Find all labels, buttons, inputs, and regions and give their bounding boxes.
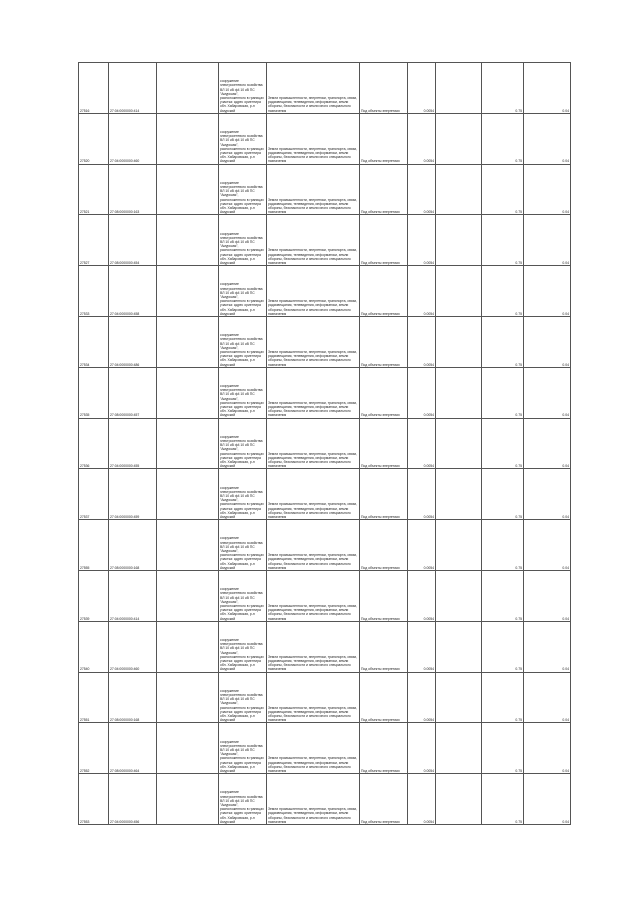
rate-text: 0.75 bbox=[515, 311, 522, 316]
area-text: 0.0054 bbox=[423, 413, 434, 418]
cadastral-number-cell bbox=[109, 418, 157, 469]
cadastral-number-text: 27:08:0000000:457 bbox=[110, 413, 140, 418]
sum-text: 0.04 bbox=[562, 514, 569, 519]
empty-cell bbox=[157, 367, 219, 418]
object-description-cell bbox=[219, 215, 267, 266]
cadastral-number-cell bbox=[109, 570, 157, 621]
empty-cell bbox=[157, 418, 219, 469]
area-cell bbox=[408, 520, 436, 571]
permitted-use-text: Под объекты энергетики bbox=[361, 514, 400, 519]
area-cell bbox=[408, 367, 436, 418]
empty-cell bbox=[436, 63, 482, 114]
rate-cell bbox=[482, 164, 524, 215]
land-category-text: Земли промышленности, энергетики, транспорта, связи, радиовещания, телевидения, информатики, земли обороны, безопасности и земли иного специального назначения bbox=[268, 705, 358, 723]
table-row bbox=[79, 570, 571, 621]
empty-cell bbox=[157, 520, 219, 571]
empty-cell bbox=[436, 570, 482, 621]
sum-cell bbox=[524, 164, 571, 215]
rate-text: 0.75 bbox=[515, 362, 522, 367]
rate-text: 0.75 bbox=[515, 464, 522, 469]
land-category-text: Земли промышленности, энергетики, транспорта, связи, радиовещания, телевидения, информатики, земли обороны, безопасности и земли иного специального назначения bbox=[268, 146, 358, 164]
area-cell bbox=[408, 723, 436, 774]
sum-cell bbox=[524, 520, 571, 571]
sum-cell bbox=[524, 266, 571, 317]
sum-cell bbox=[524, 63, 571, 114]
cadastral-number-cell bbox=[109, 723, 157, 774]
area-cell bbox=[408, 621, 436, 672]
empty-cell bbox=[436, 621, 482, 672]
permitted-use-text: Под объекты энергетики bbox=[361, 362, 400, 367]
area-text: 0.0054 bbox=[423, 311, 434, 316]
cadastral-number-cell bbox=[109, 63, 157, 114]
cadastral-number-text: 27:04:0000000:460 bbox=[110, 159, 140, 164]
permitted-use-text: Под объекты энергетики bbox=[361, 210, 400, 215]
table-row bbox=[79, 367, 571, 418]
table-row bbox=[79, 113, 571, 164]
rate-cell bbox=[482, 672, 524, 723]
permitted-use-cell bbox=[360, 621, 408, 672]
table-row bbox=[79, 316, 571, 367]
object-description-text: сооружение электросетевого хозяйства ВЛ 10 кВ ф4 10 кВ ПС "Амурская", расположенного в границах участка: адрес ориентира обл. Хабаровская, р-н Амурский bbox=[220, 790, 264, 824]
land-category-cell bbox=[267, 520, 360, 571]
rate-text: 0.75 bbox=[515, 108, 522, 113]
object-description-cell bbox=[219, 621, 267, 672]
sum-cell bbox=[524, 621, 571, 672]
rate-cell bbox=[482, 215, 524, 266]
rate-text: 0.75 bbox=[515, 260, 522, 265]
empty-cell bbox=[157, 63, 219, 114]
sum-text: 0.04 bbox=[562, 311, 569, 316]
land-category-cell bbox=[267, 570, 360, 621]
permitted-use-cell bbox=[360, 520, 408, 571]
land-category-cell bbox=[267, 113, 360, 164]
rate-text: 0.75 bbox=[515, 210, 522, 215]
cadastral-number-text: 27:08:0000000:168 bbox=[110, 718, 140, 723]
rate-cell bbox=[482, 520, 524, 571]
row-index-text: 27534 bbox=[80, 362, 90, 367]
area-cell bbox=[408, 63, 436, 114]
cadastral-number-text: 27:04:0000000:456 bbox=[110, 819, 140, 824]
sum-text: 0.04 bbox=[562, 464, 569, 469]
permitted-use-cell bbox=[360, 469, 408, 520]
cadastral-number-text: 27:04:0000000:486 bbox=[110, 362, 140, 367]
permitted-use-cell bbox=[360, 266, 408, 317]
cadastral-number-text: 27:04:0000000:458 bbox=[110, 311, 140, 316]
permitted-use-cell bbox=[360, 672, 408, 723]
land-category-text: Земли промышленности, энергетики, транспорта, связи, радиовещания, телевидения, информатики, земли обороны, безопасности и земли иного специального назначения bbox=[268, 299, 358, 316]
sum-text: 0.04 bbox=[562, 667, 569, 672]
permitted-use-text: Под объекты энергетики bbox=[361, 616, 400, 621]
land-category-text: Земли промышленности, энергетики, транспорта, связи, радиовещания, телевидения, информатики, земли обороны, безопасности и земли иного специального назначения bbox=[268, 807, 358, 824]
permitted-use-cell bbox=[360, 418, 408, 469]
rate-cell bbox=[482, 63, 524, 114]
area-text: 0.0054 bbox=[423, 514, 434, 519]
permitted-use-text: Под объекты энергетики bbox=[361, 718, 400, 723]
permitted-use-text: Под объекты энергетики bbox=[361, 819, 400, 824]
rate-text: 0.75 bbox=[515, 159, 522, 164]
sum-text: 0.04 bbox=[562, 362, 569, 367]
area-text: 0.0054 bbox=[423, 464, 434, 469]
cadastral-number-cell bbox=[109, 215, 157, 266]
object-description-text: сооружение электросетевого хозяйства ВЛ 10 кВ ф4 10 кВ ПС "Амурская", расположенного в границах участка: адрес ориентира обл. Хабаровская, р-н Амурский bbox=[220, 739, 264, 773]
empty-cell bbox=[157, 723, 219, 774]
land-register-table bbox=[78, 62, 571, 825]
cadastral-number-text: 27:08:0000000:168 bbox=[110, 565, 140, 570]
table-row bbox=[79, 469, 571, 520]
permitted-use-text: Под объекты энергетики bbox=[361, 413, 400, 418]
permitted-use-text: Под объекты энергетики bbox=[361, 260, 400, 265]
rate-cell bbox=[482, 367, 524, 418]
area-text: 0.0054 bbox=[423, 362, 434, 367]
sum-cell bbox=[524, 774, 571, 825]
land-category-cell bbox=[267, 316, 360, 367]
object-description-text: сооружение электросетевого хозяйства ВЛ 10 кВ ф4 10 кВ ПС "Амурская", расположенного в границах участка: адрес ориентира обл. Хабаровская, р-н Амурский bbox=[220, 688, 264, 723]
row-index-text: 27555 bbox=[80, 565, 90, 570]
row-index-cell bbox=[79, 672, 109, 723]
land-category-text: Земли промышленности, энергетики, транспорта, связи, радиовещания, телевидения, информатики, земли обороны, безопасности и земли иного специального назначения bbox=[268, 349, 358, 367]
permitted-use-cell bbox=[360, 164, 408, 215]
empty-cell bbox=[436, 774, 482, 825]
object-description-cell bbox=[219, 367, 267, 418]
sum-text: 0.04 bbox=[562, 260, 569, 265]
sum-text: 0.04 bbox=[562, 768, 569, 773]
table-row bbox=[79, 723, 571, 774]
sum-cell bbox=[524, 113, 571, 164]
cadastral-number-cell bbox=[109, 520, 157, 571]
sum-text: 0.04 bbox=[562, 616, 569, 621]
cadastral-number-cell bbox=[109, 266, 157, 317]
land-category-text: Земли промышленности, энергетики, транспорта, связи, радиовещания, телевидения, информатики, земли обороны, безопасности и земли иного специального назначения bbox=[268, 451, 358, 469]
object-description-cell bbox=[219, 723, 267, 774]
sum-cell bbox=[524, 367, 571, 418]
object-description-text: сооружение электросетевого хозяйства ВЛ 10 кВ ф4 10 кВ ПС "Амурская", расположенного в границах участка: адрес ориентира обл. Хабаровская, р-н Амурский bbox=[220, 383, 264, 418]
sum-cell bbox=[524, 723, 571, 774]
sum-cell bbox=[524, 316, 571, 367]
object-description-cell bbox=[219, 570, 267, 621]
object-description-cell bbox=[219, 469, 267, 520]
rate-cell bbox=[482, 418, 524, 469]
area-text: 0.0054 bbox=[423, 667, 434, 672]
row-index-cell bbox=[79, 113, 109, 164]
empty-cell bbox=[157, 621, 219, 672]
empty-cell bbox=[436, 316, 482, 367]
row-index-text: 27533 bbox=[80, 311, 90, 316]
object-description-cell bbox=[219, 113, 267, 164]
table-row bbox=[79, 520, 571, 571]
rate-cell bbox=[482, 469, 524, 520]
permitted-use-text: Под объекты энергетики bbox=[361, 565, 400, 570]
area-cell bbox=[408, 113, 436, 164]
permitted-use-text: Под объекты энергетики bbox=[361, 108, 400, 113]
land-category-text: Земли промышленности, энергетики, транспорта, связи, радиовещания, телевидения, информатики, земли обороны, безопасности и земли иного специального назначения bbox=[268, 553, 358, 570]
cadastral-number-cell bbox=[109, 316, 157, 367]
row-index-text: 27552 bbox=[80, 768, 90, 773]
permitted-use-text: Под объекты энергетики bbox=[361, 464, 400, 469]
cadastral-number-text: 27:04:0000000:459 bbox=[110, 514, 140, 519]
land-category-cell bbox=[267, 266, 360, 317]
area-cell bbox=[408, 164, 436, 215]
area-text: 0.0054 bbox=[423, 718, 434, 723]
row-index-text: 27520 bbox=[80, 159, 90, 164]
rate-text: 0.75 bbox=[515, 514, 522, 519]
rate-cell bbox=[482, 621, 524, 672]
land-category-cell bbox=[267, 215, 360, 266]
cadastral-number-cell bbox=[109, 164, 157, 215]
area-cell bbox=[408, 469, 436, 520]
sum-text: 0.04 bbox=[562, 819, 569, 824]
empty-cell bbox=[436, 164, 482, 215]
land-category-cell bbox=[267, 723, 360, 774]
permitted-use-cell bbox=[360, 63, 408, 114]
rate-text: 0.75 bbox=[515, 565, 522, 570]
empty-cell bbox=[436, 672, 482, 723]
object-description-cell bbox=[219, 164, 267, 215]
land-category-text: Земли промышленности, энергетики, транспорта, связи, радиовещания, телевидения, информатики, земли обороны, безопасности и земли иного специального назначения bbox=[268, 502, 358, 519]
land-category-text: Земли промышленности, энергетики, транспорта, связи, радиовещания, телевидения, информатики, земли обороны, безопасности и земли иного специального назначения bbox=[268, 400, 358, 418]
row-index-cell bbox=[79, 621, 109, 672]
permitted-use-cell bbox=[360, 367, 408, 418]
area-cell bbox=[408, 215, 436, 266]
sum-cell bbox=[524, 672, 571, 723]
area-cell bbox=[408, 418, 436, 469]
empty-cell bbox=[157, 774, 219, 825]
row-index-cell bbox=[79, 774, 109, 825]
object-description-text: сооружение электросетевого хозяйства ВЛ 10 кВ ф4 10 кВ ПС "Амурская", расположенного в границах участка: адрес ориентира обл. Хабаровская, р-н Амурский bbox=[220, 333, 264, 367]
table-body bbox=[79, 63, 571, 825]
table-row bbox=[79, 774, 571, 825]
permitted-use-cell bbox=[360, 570, 408, 621]
rate-cell bbox=[482, 113, 524, 164]
land-category-text: Земли промышленности, энергетики, транспорта, связи, радиовещания, телевидения, информатики, земли обороны, безопасности и земли иного специального назначения bbox=[268, 603, 358, 621]
permitted-use-cell bbox=[360, 774, 408, 825]
row-index-cell bbox=[79, 266, 109, 317]
land-category-cell bbox=[267, 672, 360, 723]
empty-cell bbox=[157, 672, 219, 723]
table-row bbox=[79, 672, 571, 723]
area-cell bbox=[408, 774, 436, 825]
permitted-use-text: Под объекты энергетики bbox=[361, 667, 400, 672]
permitted-use-cell bbox=[360, 113, 408, 164]
empty-cell bbox=[436, 113, 482, 164]
rate-cell bbox=[482, 316, 524, 367]
cadastral-number-text: 27:08:0000000:163 bbox=[110, 210, 140, 215]
permitted-use-cell bbox=[360, 316, 408, 367]
row-index-text: 27527 bbox=[80, 260, 90, 265]
cadastral-number-text: 27:04:0000000:455 bbox=[110, 464, 140, 469]
area-cell bbox=[408, 266, 436, 317]
rate-text: 0.75 bbox=[515, 616, 522, 621]
area-text: 0.0054 bbox=[423, 768, 434, 773]
area-text: 0.0054 bbox=[423, 210, 434, 215]
object-description-cell bbox=[219, 520, 267, 571]
rate-cell bbox=[482, 723, 524, 774]
row-index-text: 27537 bbox=[80, 514, 90, 519]
sum-cell bbox=[524, 469, 571, 520]
table-row bbox=[79, 215, 571, 266]
row-index-cell bbox=[79, 723, 109, 774]
cadastral-number-text: 27:08:0000000:464 bbox=[110, 768, 140, 773]
area-cell bbox=[408, 316, 436, 367]
row-index-cell bbox=[79, 164, 109, 215]
sum-text: 0.04 bbox=[562, 108, 569, 113]
empty-cell bbox=[157, 316, 219, 367]
row-index-cell bbox=[79, 469, 109, 520]
sum-cell bbox=[524, 570, 571, 621]
empty-cell bbox=[436, 367, 482, 418]
sum-cell bbox=[524, 418, 571, 469]
row-index-text: 27535 bbox=[80, 413, 90, 418]
object-description-text: сооружение электросетевого хозяйства ВЛ 10 кВ ф4 10 кВ ПС "Амурская", расположенного в границах участка: адрес ориентира обл. Хабаровская, р-н Амурский bbox=[220, 180, 264, 215]
land-category-cell bbox=[267, 367, 360, 418]
row-index-cell bbox=[79, 215, 109, 266]
land-category-cell bbox=[267, 418, 360, 469]
object-description-text: сооружение электросетевого хозяйства ВЛ 10 кВ ф4 10 кВ ПС "Амурская", расположенного в границах участка: адрес ориентира обл. Хабаровская, р-н Амурский bbox=[220, 434, 264, 469]
cadastral-number-text: 27:04:0000000:414 bbox=[110, 108, 140, 113]
sum-text: 0.04 bbox=[562, 718, 569, 723]
rate-text: 0.75 bbox=[515, 768, 522, 773]
area-text: 0.0054 bbox=[423, 108, 434, 113]
cadastral-number-cell bbox=[109, 774, 157, 825]
object-description-text: сооружение электросетевого хозяйства ВЛ 10 кВ ф4 10 кВ ПС "Амурская", расположенного в границах участка: адрес ориентира обл. Хабаровская, р-н Амурский bbox=[220, 536, 264, 570]
area-text: 0.0054 bbox=[423, 159, 434, 164]
permitted-use-cell bbox=[360, 723, 408, 774]
empty-cell bbox=[157, 215, 219, 266]
area-cell bbox=[408, 672, 436, 723]
land-category-cell bbox=[267, 63, 360, 114]
object-description-text: сооружение электросетевого хозяйства ВЛ 10 кВ ф4 10 кВ ПС "Амурская", расположенного в границах участка: адрес ориентира обл. Хабаровская, р-н Амурский bbox=[220, 485, 264, 519]
sum-text: 0.04 bbox=[562, 210, 569, 215]
land-category-cell bbox=[267, 469, 360, 520]
sum-text: 0.04 bbox=[562, 413, 569, 418]
row-index-text: 27553 bbox=[80, 819, 90, 824]
empty-cell bbox=[157, 266, 219, 317]
land-category-cell bbox=[267, 164, 360, 215]
cadastral-number-cell bbox=[109, 469, 157, 520]
empty-cell bbox=[436, 266, 482, 317]
empty-cell bbox=[157, 570, 219, 621]
row-index-cell bbox=[79, 418, 109, 469]
row-index-cell bbox=[79, 63, 109, 114]
area-text: 0.0054 bbox=[423, 819, 434, 824]
empty-cell bbox=[436, 418, 482, 469]
empty-cell bbox=[436, 520, 482, 571]
rate-cell bbox=[482, 774, 524, 825]
row-index-text: 27536 bbox=[80, 464, 90, 469]
empty-cell bbox=[157, 469, 219, 520]
table-row bbox=[79, 621, 571, 672]
rate-text: 0.75 bbox=[515, 667, 522, 672]
object-description-cell bbox=[219, 63, 267, 114]
land-category-text: Земли промышленности, энергетики, транспорта, связи, радиовещания, телевидения, информатики, земли обороны, безопасности и земли иного специального назначения bbox=[268, 248, 358, 265]
land-category-text: Земли промышленности, энергетики, транспорта, связи, радиовещания, телевидения, информатики, земли обороны, безопасности и земли иного специального назначения bbox=[268, 197, 358, 215]
area-text: 0.0054 bbox=[423, 260, 434, 265]
row-index-text: 27516 bbox=[80, 108, 90, 113]
cadastral-number-text: 27:04:0000000:414 bbox=[110, 616, 140, 621]
cadastral-number-cell bbox=[109, 113, 157, 164]
cadastral-number-text: 27:04:0000000:460 bbox=[110, 667, 140, 672]
cadastral-number-cell bbox=[109, 367, 157, 418]
table-row bbox=[79, 266, 571, 317]
object-description-text: сооружение электросетевого хозяйства ВЛ 10 кВ ф4 10 кВ ПС "Амурская", расположенного в границах участка: адрес ориентира обл. Хабаровская, р-н Амурский bbox=[220, 231, 264, 265]
table-row bbox=[79, 63, 571, 114]
empty-cell bbox=[436, 469, 482, 520]
row-index-text: 27539 bbox=[80, 616, 90, 621]
object-description-cell bbox=[219, 418, 267, 469]
land-category-text: Земли промышленности, энергетики, транспорта, связи, радиовещания, телевидения, информатики, земли обороны, безопасности и земли иного специального назначения bbox=[268, 756, 358, 773]
table-row bbox=[79, 164, 571, 215]
area-cell bbox=[408, 570, 436, 621]
row-index-cell bbox=[79, 316, 109, 367]
row-index-cell bbox=[79, 367, 109, 418]
land-category-text: Земли промышленности, энергетики, транспорта, связи, радиовещания, телевидения, информатики, земли обороны, безопасности и земли иного специального назначения bbox=[268, 95, 358, 113]
rate-text: 0.75 bbox=[515, 413, 522, 418]
rate-cell bbox=[482, 570, 524, 621]
table-row bbox=[79, 418, 571, 469]
empty-cell bbox=[157, 164, 219, 215]
sum-text: 0.04 bbox=[562, 159, 569, 164]
cadastral-number-cell bbox=[109, 672, 157, 723]
land-category-cell bbox=[267, 774, 360, 825]
rate-text: 0.75 bbox=[515, 718, 522, 723]
object-description-text: сооружение электросетевого хозяйства ВЛ 10 кВ ф4 10 кВ ПС "Амурская", расположенного в границах участка: адрес ориентира обл. Хабаровская, р-н Амурский bbox=[220, 79, 264, 113]
permitted-use-cell bbox=[360, 215, 408, 266]
row-index-cell bbox=[79, 520, 109, 571]
object-description-text: сооружение электросетевого хозяйства ВЛ 10 кВ ф4 10 кВ ПС "Амурская", расположенного в границах участка: адрес ориентира обл. Хабаровская, р-н Амурский bbox=[220, 282, 264, 316]
rate-cell bbox=[482, 266, 524, 317]
object-description-text: сооружение электросетевого хозяйства ВЛ 10 кВ ф4 10 кВ ПС "Амурская", расположенного в границах участка: адрес ориентира обл. Хабаровская, р-н Амурский bbox=[220, 637, 264, 672]
permitted-use-text: Под объекты энергетики bbox=[361, 311, 400, 316]
land-category-text: Земли промышленности, энергетики, транспорта, связи, радиовещания, телевидения, информатики, земли обороны, безопасности и земли иного специального назначения bbox=[268, 654, 358, 672]
object-description-cell bbox=[219, 672, 267, 723]
row-index-text: 27551 bbox=[80, 718, 90, 723]
empty-cell bbox=[436, 215, 482, 266]
permitted-use-text: Под объекты энергетики bbox=[361, 159, 400, 164]
permitted-use-text: Под объекты энергетики bbox=[361, 768, 400, 773]
cadastral-number-cell bbox=[109, 621, 157, 672]
cadastral-number-text: 27:08:0000000:454 bbox=[110, 260, 140, 265]
object-description-cell bbox=[219, 774, 267, 825]
row-index-text: 27521 bbox=[80, 210, 90, 215]
object-description-cell bbox=[219, 266, 267, 317]
land-register-table-sheet bbox=[78, 62, 569, 825]
empty-cell bbox=[436, 723, 482, 774]
row-index-cell bbox=[79, 570, 109, 621]
land-category-cell bbox=[267, 621, 360, 672]
area-text: 0.0054 bbox=[423, 616, 434, 621]
object-description-text: сооружение электросетевого хозяйства ВЛ 10 кВ ф4 10 кВ ПС "Амурская", расположенного в границах участка: адрес ориентира обл. Хабаровская, р-н Амурский bbox=[220, 587, 264, 621]
row-index-text: 27540 bbox=[80, 667, 90, 672]
object-description-cell bbox=[219, 316, 267, 367]
rate-text: 0.75 bbox=[515, 819, 522, 824]
empty-cell bbox=[157, 113, 219, 164]
sum-text: 0.04 bbox=[562, 565, 569, 570]
object-description-text: сооружение электросетевого хозяйства ВЛ 10 кВ ф4 10 кВ ПС "Амурская", расположенного в границах участка: адрес ориентира обл. Хабаровская, р-н Амурский bbox=[220, 129, 264, 164]
area-text: 0.0054 bbox=[423, 565, 434, 570]
sum-cell bbox=[524, 215, 571, 266]
